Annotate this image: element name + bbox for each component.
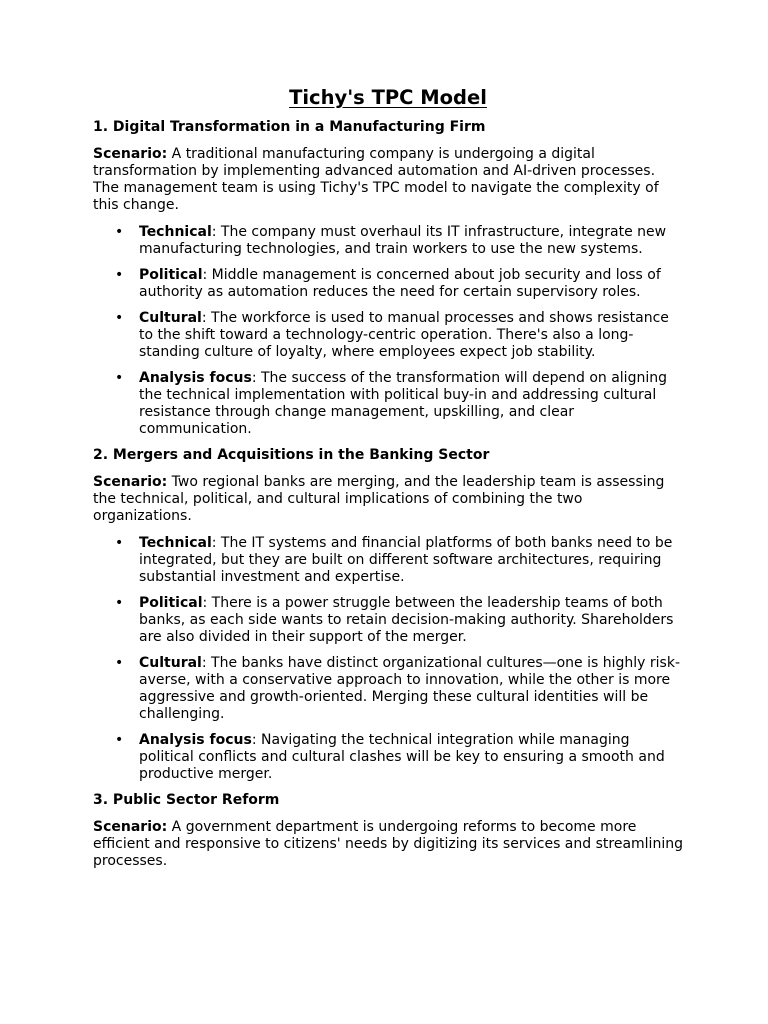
list-item [93, 370, 683, 438]
bullet-icon: • [115, 732, 124, 748]
item-text: : Navigating the technical integration while managing political conflicts and cultural clashes will be key to ensuring a smooth and productive merger. [139, 732, 665, 782]
item-label: Cultural [139, 655, 202, 671]
list-item [93, 595, 683, 646]
item-text: : The success of the transformation will depend on aligning the technical implementation with political buy-in and addressing cultural resistance through change management, upskilling, and clear communication. [139, 370, 667, 437]
scenario-text: Two regional banks are merging, and the leadership team is assessing the technical, political, and cultural implications of combining the two organizations. [93, 474, 665, 524]
scenario-text: A government department is undergoing reforms to become more efficient and responsive to citizens' needs by digitizing its services and streamlining processes. [93, 819, 683, 869]
scenario-label: Scenario: [93, 146, 168, 162]
scenario-paragraph [93, 819, 683, 870]
bullet-icon: • [115, 310, 124, 326]
scenario-label: Scenario: [93, 819, 168, 835]
bullet-list [93, 224, 683, 438]
list-item [93, 732, 683, 783]
bullet-icon: • [115, 655, 124, 671]
item-label: Technical [139, 535, 212, 551]
bullet-icon: • [115, 267, 124, 283]
bullet-icon: • [115, 370, 124, 386]
section-2 [93, 447, 683, 783]
bullet-icon: • [115, 535, 124, 551]
item-label: Political [139, 267, 203, 283]
item-text: : Middle management is concerned about job security and loss of authority as automation reduces the need for certain supervisory roles. [139, 267, 661, 300]
section-heading: 3. Public Sector Reform [93, 792, 280, 808]
bullet-icon: • [115, 224, 124, 240]
item-label: Cultural [139, 310, 202, 326]
scenario-paragraph [93, 146, 683, 214]
section-1 [93, 119, 683, 438]
scenario-text: A traditional manufacturing company is undergoing a digital transformation by implementing advanced automation and AI-driven processes. The management team is using Tichy's TPC model to navigate the complexity of this change. [93, 146, 659, 213]
scenario-paragraph [93, 474, 683, 525]
item-label: Political [139, 595, 203, 611]
list-item [93, 535, 683, 586]
item-text: : The workforce is used to manual processes and shows resistance to the shift toward a technology-centric operation. There's also a long-standing culture of loyalty, where employees expect job stability. [139, 310, 669, 360]
bullet-icon: • [115, 595, 124, 611]
scenario-label: Scenario: [93, 474, 168, 490]
document-title: Tichy's TPC Model [289, 86, 487, 109]
section-heading: 1. Digital Transformation in a Manufacturing Firm [93, 119, 486, 135]
document-page [93, 86, 683, 880]
bullet-list [93, 535, 683, 783]
section-heading: 2. Mergers and Acquisitions in the Banking Sector [93, 447, 490, 463]
item-text: : The IT systems and financial platforms of both banks need to be integrated, but they are built on different software architectures, requiring substantial investment and expertise. [139, 535, 673, 585]
list-item [93, 224, 683, 258]
section-3 [93, 792, 683, 870]
list-item [93, 655, 683, 723]
list-item [93, 310, 683, 361]
item-text: : There is a power struggle between the leadership teams of both banks, as each side wants to retain decision-making authority. Shareholders are also divided in their support of the merger. [139, 595, 674, 645]
item-text: : The banks have distinct organizational cultures—one is highly risk-averse, with a conservative approach to innovation, while the other is more aggressive and growth-oriented. Merging these cultural identities will be challenging. [139, 655, 680, 722]
item-label: Technical [139, 224, 212, 240]
item-label: Analysis focus [139, 732, 252, 748]
item-text: : The company must overhaul its IT infrastructure, integrate new manufacturing technologies, and train workers to use the new systems. [139, 224, 667, 257]
list-item [93, 267, 683, 301]
item-label: Analysis focus [139, 370, 252, 386]
